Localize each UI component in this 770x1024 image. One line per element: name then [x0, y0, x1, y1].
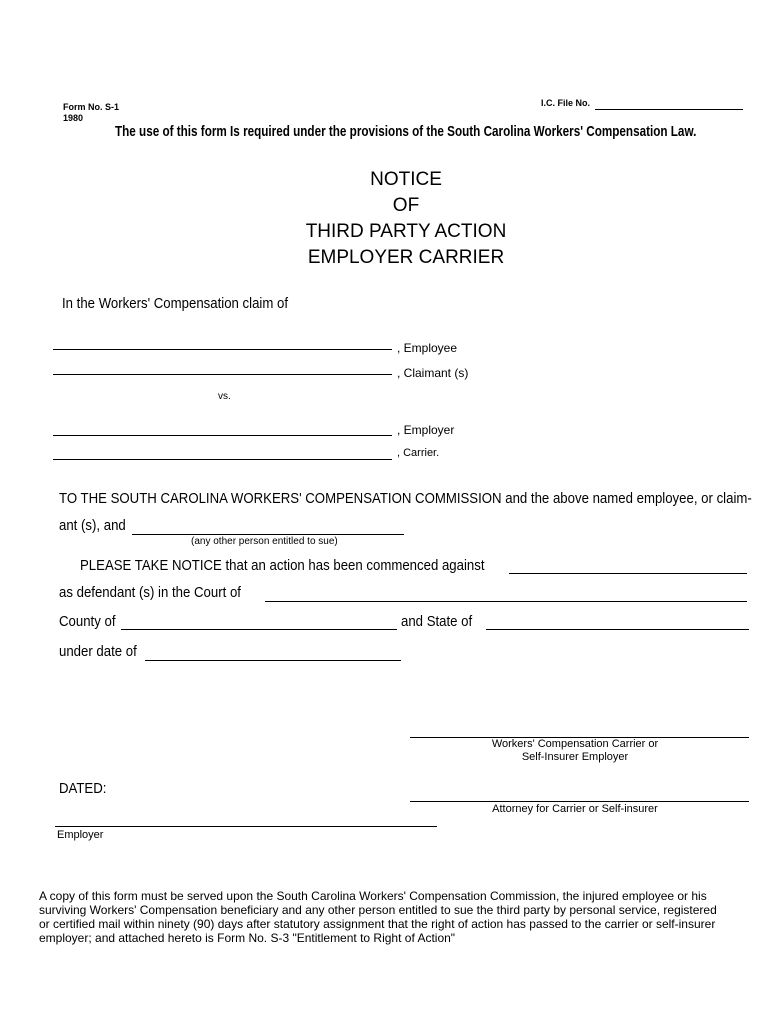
defendant-name-field[interactable] — [509, 573, 747, 574]
dated-label: DATED: — [59, 780, 107, 797]
claimant-field[interactable] — [53, 374, 392, 375]
other-person-caption: (any other person entitled to sue) — [191, 536, 338, 547]
other-person-field[interactable] — [132, 534, 404, 535]
addressee-line-1: TO THE SOUTH CAROLINA WORKERS' COMPENSATION COMMISSION and the above named employee, or claim- — [59, 490, 752, 507]
claim-intro: In the Workers' Compensation claim of — [62, 295, 289, 312]
addressee-line-2: ant (s), and — [59, 517, 126, 534]
state-field[interactable] — [486, 629, 749, 630]
employer-signature-field[interactable] — [55, 826, 437, 827]
service-note-line-1: A copy of this form must be served upon the South Carolina Workers' Compensation Commission, the injured employee or his — [39, 889, 707, 903]
vs-label: vs. — [218, 391, 231, 402]
carrier-caption-line-2: Self-Insurer Employer — [521, 751, 629, 763]
county-label: County of — [59, 613, 116, 630]
county-field[interactable] — [121, 629, 397, 630]
date-label: under date of — [59, 643, 137, 660]
file-number-field[interactable] — [595, 109, 743, 110]
employer-label: , Employer — [397, 423, 455, 437]
defendant-text: as defendant (s) in the Court of — [59, 584, 241, 601]
service-note-line-2: surviving Workers' Compensation beneficiary and any other person entitled to sue the third party by personal service, registered — [39, 903, 717, 917]
form-year: 1980 — [63, 113, 84, 123]
service-note-line-4: employer; and attached hereto is Form No. S-3 "Entitlement to Right of Action" — [39, 931, 456, 945]
employer-field[interactable] — [53, 435, 392, 436]
title-line-1: NOTICE — [370, 169, 442, 190]
notice-text: PLEASE TAKE NOTICE that an action has been commenced against — [80, 557, 485, 574]
service-note-line-3: or certified mail within ninety (90) days after statutory assignment that the right of action has passed to the carrier or self-insurer — [39, 917, 716, 931]
employee-label: , Employee — [397, 341, 458, 355]
form-number: Form No. S-1 — [63, 102, 120, 112]
file-number-label: I.C. File No. — [541, 98, 591, 108]
state-label: and State of — [401, 613, 473, 630]
title-line-4: EMPLOYER CARRIER — [307, 247, 505, 268]
employer-caption: Employer — [57, 829, 104, 841]
court-field[interactable] — [265, 601, 747, 602]
carrier-label: , Carrier. — [397, 447, 440, 459]
title-line-3: THIRD PARTY ACTION — [305, 221, 507, 242]
carrier-field[interactable] — [53, 459, 392, 460]
claimant-label: , Claimant (s) — [397, 366, 469, 380]
attorney-signature-field[interactable] — [410, 801, 749, 802]
attorney-caption: Attorney for Carrier or Self-insurer — [492, 803, 658, 815]
employee-field[interactable] — [53, 349, 392, 350]
title-line-2: OF — [392, 195, 420, 216]
date-field[interactable] — [145, 660, 401, 661]
requirement-notice: The use of this form Is required under the provisions of the South Carolina Workers' Compensation Law. — [115, 123, 697, 140]
carrier-caption-line-1: Workers' Compensation Carrier or — [491, 738, 659, 750]
